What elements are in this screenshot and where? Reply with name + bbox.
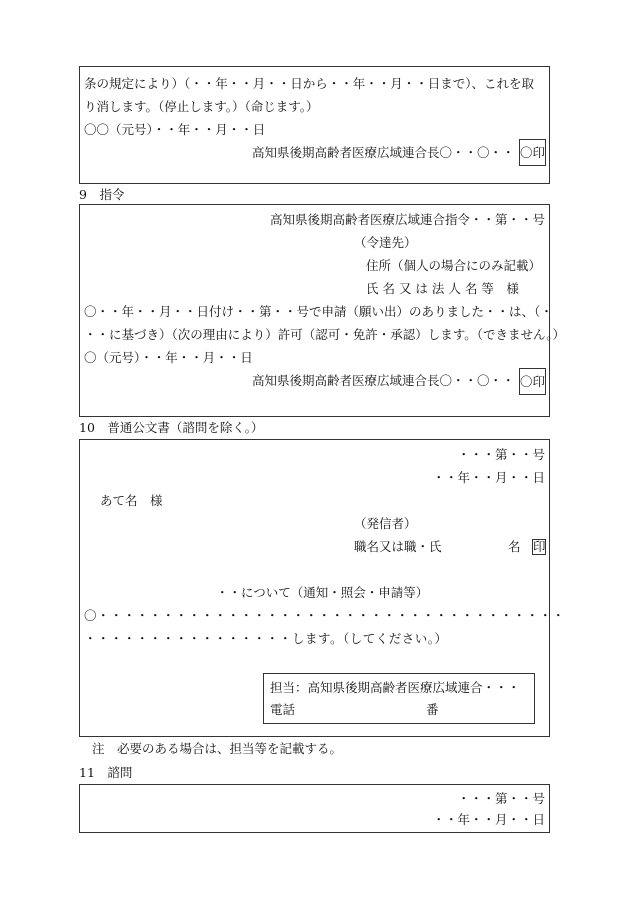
- section9-heading: 9 指令: [79, 187, 125, 202]
- section8-line1: 条の規定により）（・・年・・月・・日から・・年・・月・・日まで）、これを取: [84, 76, 535, 91]
- section10-sender-title: 職名又は職・氏: [354, 539, 442, 554]
- section11-box: [79, 784, 550, 833]
- section9-box: [79, 204, 566, 417]
- section10-sender-note: （発信者）: [354, 516, 417, 531]
- section8-seal: 〇印: [519, 139, 546, 166]
- section9-body2: ・・に基づき）（次の理由により）許可（認可・免許・承認）します。（できません。）: [84, 327, 566, 342]
- section10-note: 注 必要のある場合は、担当等を記載する。: [92, 741, 343, 756]
- section10-contact-phone: 電話: [270, 702, 296, 717]
- section9-recipient-note: （令達先）: [354, 235, 417, 250]
- section10-seal: [532, 539, 546, 555]
- section10-subject: ・・について（通知・照会・申請等）: [216, 585, 429, 600]
- section10-addressee: あて名 様: [100, 493, 163, 508]
- section9-signer: 高知県後期高齢者医療広域連合長〇・・〇・・: [252, 373, 515, 388]
- section9-date: 〇（元号）・・年・・月・・日: [84, 350, 253, 365]
- section10-date: ・・年・・月・・日: [432, 470, 545, 485]
- section8-signer: 高知県後期高齢者医療広域連合長〇・・〇・・: [252, 145, 515, 160]
- section10-number: ・・・第・・号: [457, 447, 545, 462]
- section10-sender-name: 名: [508, 539, 521, 554]
- section9-number: 高知県後期高齢者医療広域連合指令・・第・・号: [269, 212, 545, 227]
- section10-contact-box: [263, 673, 535, 724]
- section9-address: 住所（個人の場合にのみ記載）: [366, 258, 542, 273]
- section10-seal-label: 印: [533, 539, 546, 554]
- section8-line2: り消します。（停止します。）（命じます。）: [84, 99, 319, 114]
- section11-date: ・・年・・月・・日: [432, 812, 545, 827]
- section10-body1: 〇・・・・・・・・・・・・・・・・・・・・・・・・・・・・・・・・・・・・: [84, 608, 566, 623]
- section9-body1: 〇・・年・・月・・日付け・・第・・号で申請（願い出）のありました・・は、（・: [84, 304, 553, 319]
- section10-contact-ban: 番: [426, 702, 439, 717]
- section10-contact-line1: 担当：高知県後期高齢者医療広域連合・・・: [270, 680, 521, 695]
- section11-heading: 11 諮問: [79, 765, 133, 780]
- section9-seal: 〇印: [519, 368, 546, 395]
- section8-date: 〇〇（元号）・・年・・月・・日: [84, 122, 266, 137]
- section8-box: [79, 66, 550, 184]
- section11-number: ・・・第・・号: [457, 791, 545, 806]
- section10-box: [79, 439, 566, 737]
- section9-name-line: 氏 名 又 は 法 人 名 等 様: [366, 281, 519, 296]
- section10-heading: 10 普通公文書（諮問を除く。）: [79, 420, 264, 435]
- section10-body2: ・・・・・・・・・・・・・・・・します。（してください。）: [84, 631, 448, 646]
